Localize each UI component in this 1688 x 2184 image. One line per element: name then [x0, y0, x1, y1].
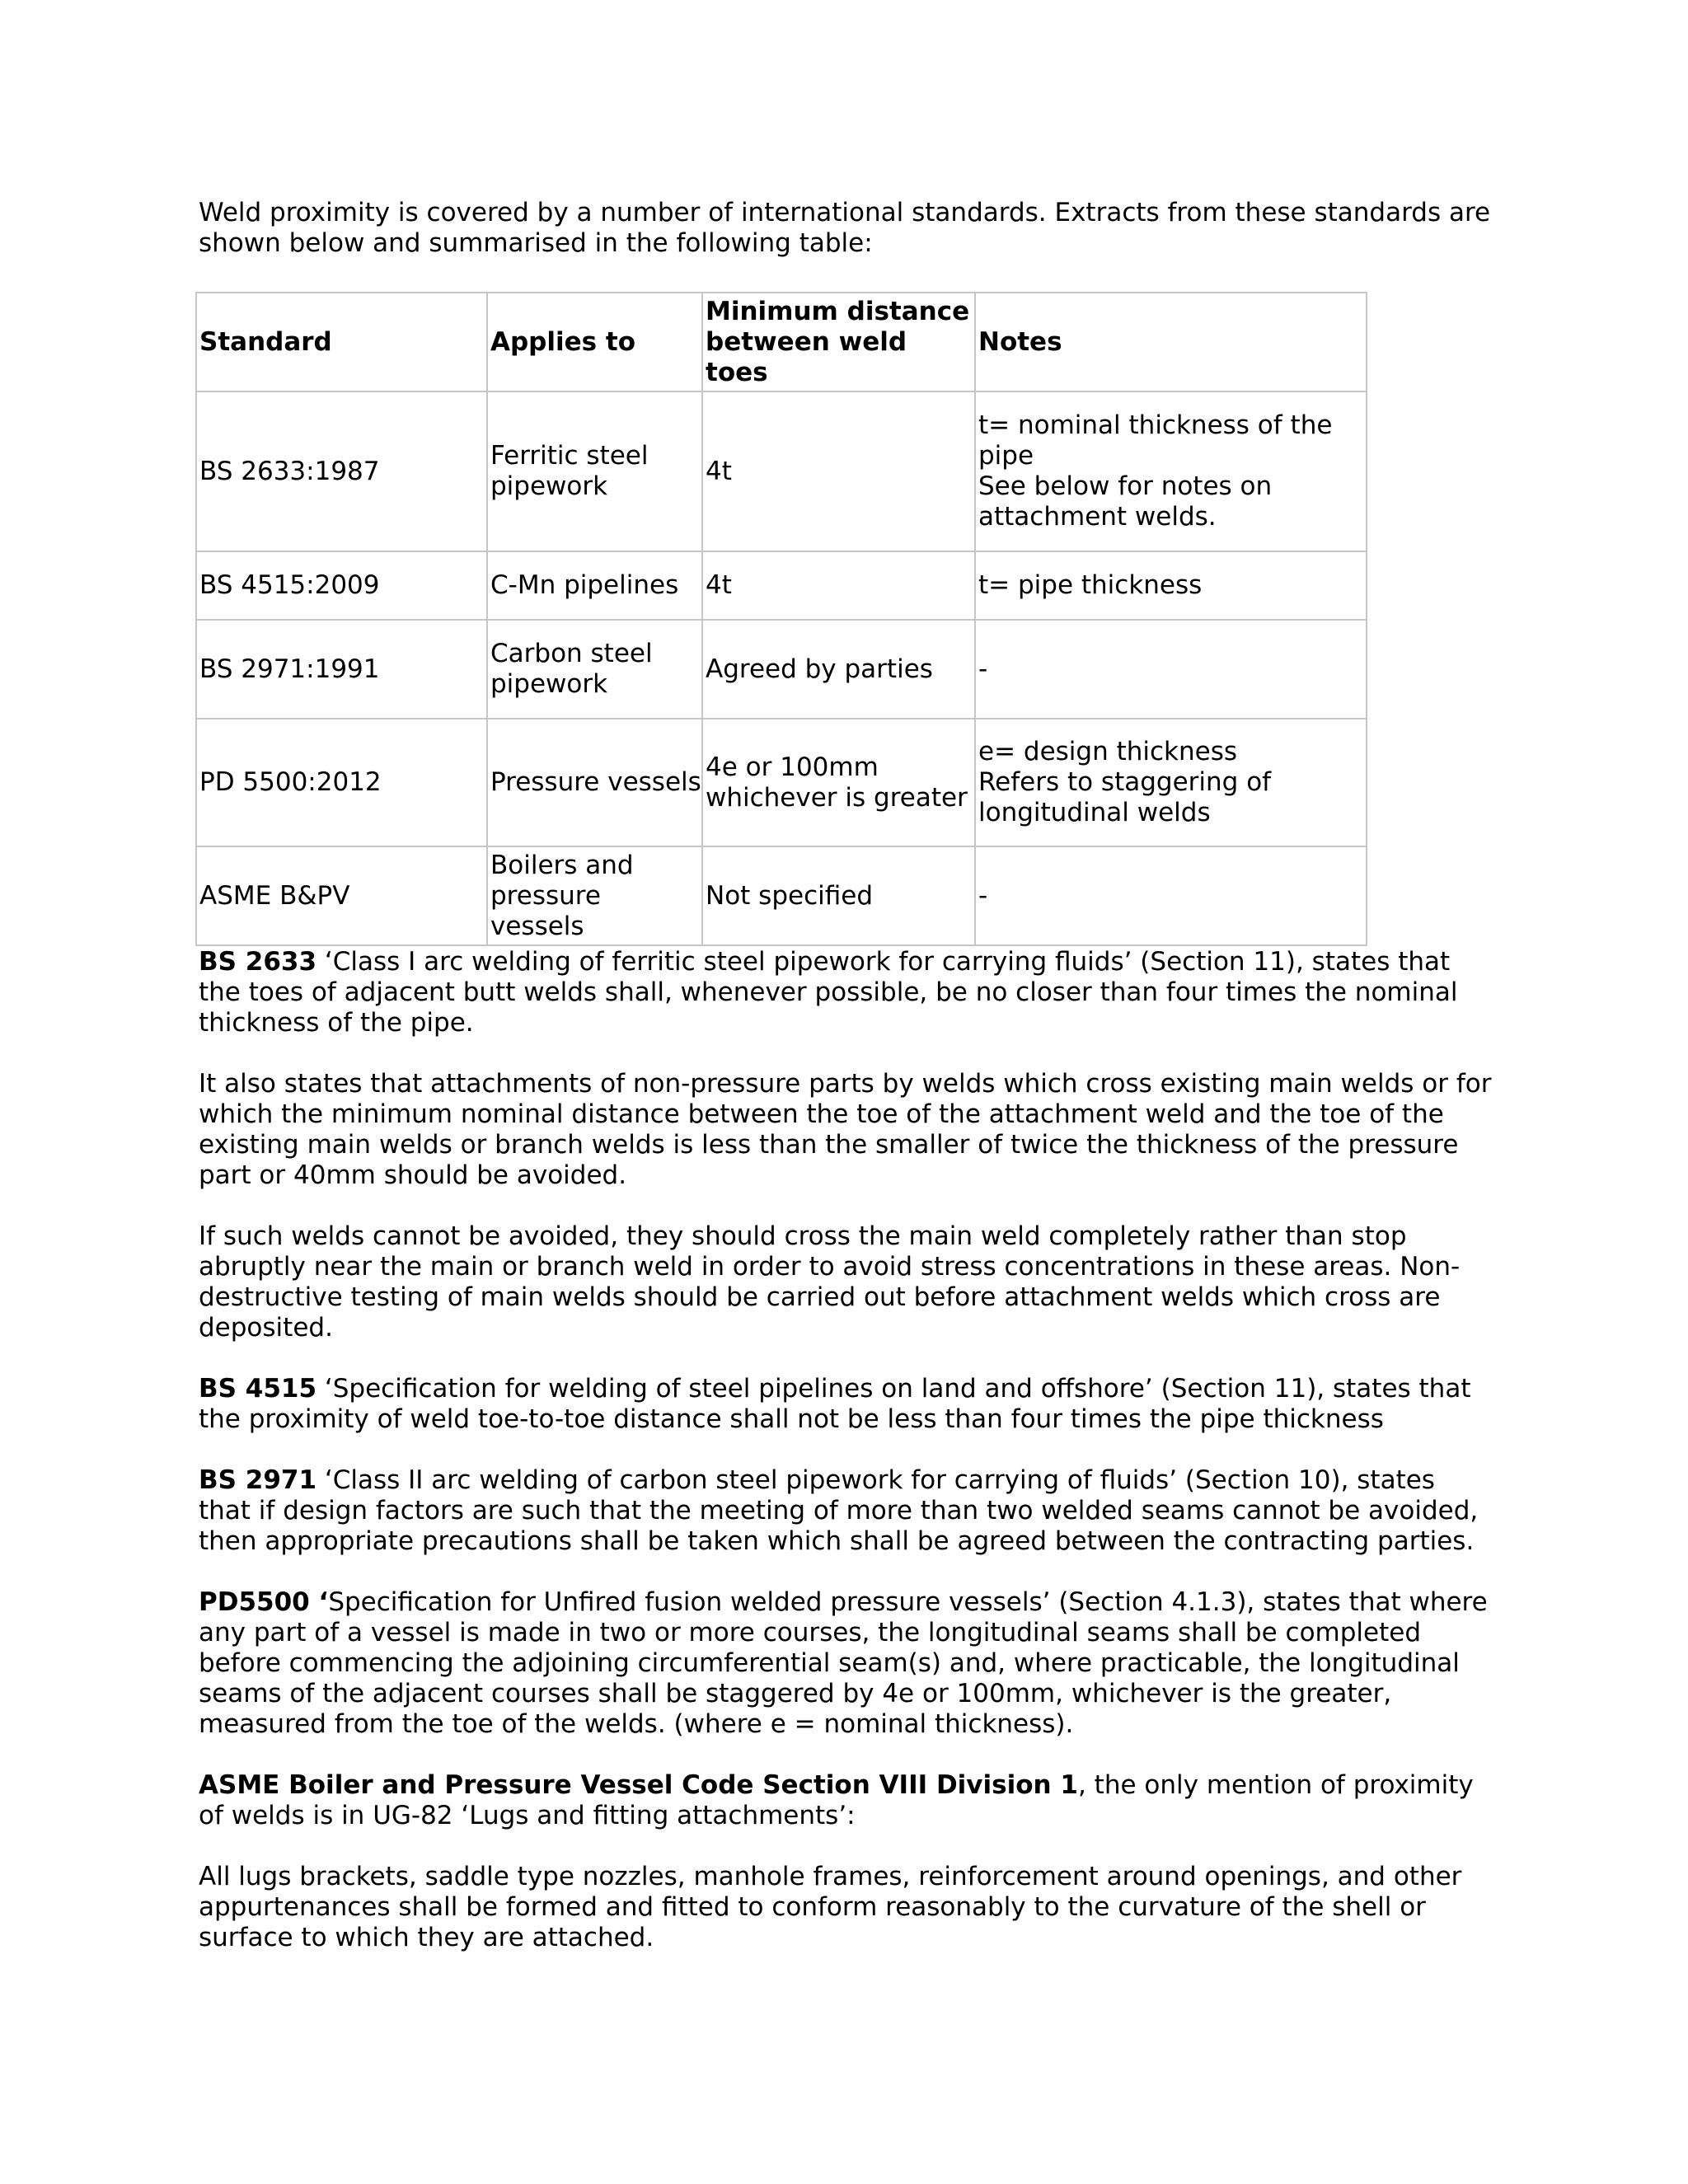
- cell-notes: [975, 719, 1367, 846]
- cell-standard: PD 5500:2012: [196, 719, 487, 846]
- cell-distance: 4t: [702, 551, 975, 620]
- text-pd5500: Specification for Unfired fusion welded pressure vessels’ (Section 4.1.3), states that where any part of a vessel is made in two or more courses, the longitudinal seams shall be completed before commencing the adjoining circumferential seam(s) and, where practicable, the longitudinal seams of the adjacent courses shall be staggered by 4e or 100mm, whichever is the greater, measured from the toe of the welds. (where e = nominal thickness).: [199, 1587, 1488, 1739]
- header-standard: Standard: [196, 293, 487, 391]
- note-line: e= design thickness: [978, 737, 1238, 766]
- heading-bs2971: BS 2971: [199, 1465, 317, 1495]
- cell-applies-to: Pressure vessels: [487, 719, 702, 846]
- header-applies-to: Applies to: [487, 293, 702, 391]
- table-header-row: [196, 293, 1367, 391]
- cell-distance: Not specified: [702, 846, 975, 945]
- paragraph-bs2971: [199, 1465, 1493, 1557]
- heading-bs4515: BS 4515: [199, 1374, 317, 1404]
- header-minimum-distance: Minimum distance between weld toes: [702, 293, 975, 391]
- paragraph-pd5500: [199, 1587, 1493, 1740]
- table-row: [196, 719, 1367, 846]
- table-row: [196, 391, 1367, 551]
- text-bs2633: ‘Class I arc welding of ferritic steel pipework for carrying fluids’ (Section 11), states that the toes of adjacent butt welds shall, whenever possible, be no closer than four times the nominal thickness of the pipe.: [199, 947, 1458, 1038]
- paragraph-cannot-avoid: If such welds cannot be avoided, they should cross the main weld completely rather than stop abruptly near the main or branch weld in order to avoid stress concentrations in these areas. Non-destructive testing of main welds should be carried out before attachment welds which cross are deposited.: [199, 1221, 1461, 1343]
- cell-standard: BS 2971:1991: [196, 620, 487, 719]
- cell-notes: -: [975, 846, 1367, 945]
- cell-standard: BS 2633:1987: [196, 391, 487, 551]
- intro-paragraph: Weld proximity is covered by a number of international standards. Extracts from these standards are shown below and summarised in the following table:: [199, 198, 1491, 258]
- table-row: [196, 620, 1367, 719]
- paragraph-bs2633: [199, 947, 1493, 1038]
- heading-bs2633: BS 2633: [199, 947, 317, 977]
- cell-notes: -: [975, 620, 1367, 719]
- cell-distance: Agreed by parties: [702, 620, 975, 719]
- table-row: [196, 551, 1367, 620]
- table-row: [196, 846, 1367, 945]
- cell-standard: BS 4515:2009: [196, 551, 487, 620]
- cell-notes: [975, 391, 1367, 551]
- note-line: t= nominal thickness of the pipe: [978, 410, 1333, 471]
- cell-notes: t= pipe thickness: [975, 551, 1367, 620]
- cell-standard: ASME B&PV: [196, 846, 487, 945]
- header-notes: Notes: [975, 293, 1367, 391]
- note-line: Refers to staggering of longitudinal welds: [978, 767, 1272, 827]
- heading-asme: ASME Boiler and Pressure Vessel Code Section VIII Division 1: [199, 1770, 1078, 1800]
- cell-applies-to: C-Mn pipelines: [487, 551, 702, 620]
- cell-distance: 4t: [702, 391, 975, 551]
- text-asme: , the only mention of proximity of welds is in UG-82 ‘Lugs and fitting attachments’:: [199, 1770, 1474, 1830]
- heading-pd5500: PD5500 ‘: [199, 1587, 329, 1617]
- text-bs2971: ‘Class II arc welding of carbon steel pipework for carrying of fluids’ (Section 10), states that if design factors are such that the meeting of more than two welded seams cannot be avoided, then appropriate precautions shall be taken which shall be agreed between the contracting parties.: [199, 1465, 1479, 1556]
- paragraph-lugs: All lugs brackets, saddle type nozzles, manhole frames, reinforcement around openings, and other appurtenances shall be formed and fitted to conform reasonably to the curvature of the shell or surface to which they are attached.: [199, 1862, 1462, 1952]
- paragraph-attachments: It also states that attachments of non-pressure parts by welds which cross existing main welds or for which the minimum nominal distance between the toe of the attachment weld and the toe of the existing main welds or branch welds is less than the smaller of twice the thickness of the pressure part or 40mm should be avoided.: [199, 1069, 1492, 1190]
- cell-applies-to: Boilers and pressure vessels: [487, 846, 702, 945]
- paragraph-bs4515: [199, 1374, 1493, 1435]
- cell-applies-to: Carbon steel pipework: [487, 620, 702, 719]
- body-text: [199, 947, 1493, 1984]
- standards-table: [195, 292, 1367, 946]
- cell-applies-to: Ferritic steel pipework: [487, 391, 702, 551]
- cell-distance: 4e or 100mm whichever is greater: [702, 719, 975, 846]
- note-line: See below for notes on attachment welds.: [978, 471, 1273, 532]
- paragraph-asme: [199, 1770, 1493, 1831]
- text-bs4515: ‘Specification for welding of steel pipelines on land and offshore’ (Section 11), states that the proximity of weld toe-to-toe distance shall not be less than four times the pipe thickness: [199, 1374, 1471, 1434]
